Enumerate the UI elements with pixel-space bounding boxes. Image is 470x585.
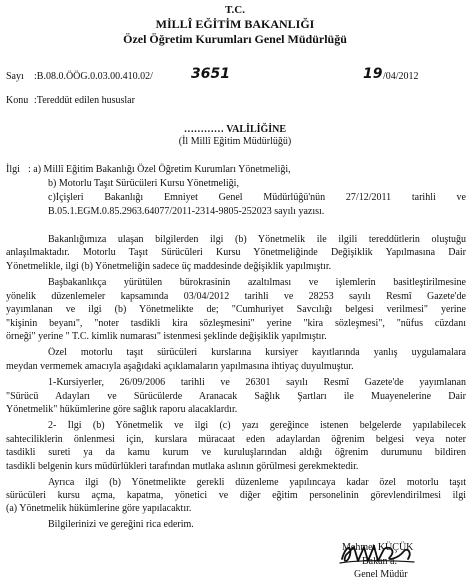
ilgi-label: İlgi: [6, 164, 20, 175]
body-line: (a) Yönetmelik hükümlerine göre yapılacaktır.: [6, 503, 192, 514]
konu-value: :Tereddüt edilen hususlar: [34, 95, 135, 106]
sayi-value: :B.08.0.ÖÖG.0.03.00.410.02/: [34, 71, 153, 82]
body-line: "Sürücü Adayları ve Sürücülerde Aranacak Sağlık Şartları ile Muayenelerine Dair: [6, 391, 466, 402]
sayi-handwritten-number: 3651: [191, 66, 230, 82]
signer-name: Mehmet KÜÇÜK: [342, 542, 414, 553]
body-line: Yönetmelikle, ilgi (b) Yönetmeliğin sadece üç maddesinde değişiklik yapılmıştır.: [6, 261, 332, 272]
sayi-label: Sayı: [6, 71, 24, 82]
body-line: yönelik düzenlemeler kapsamında 03/04/2012 tarihli ve 28253 sayılı Resmî Gazete'de: [6, 291, 466, 302]
header-directorate: Özel Öğretim Kurumları Genel Müdürlüğü: [123, 32, 347, 46]
body-line: Başbakanlıkça yürütülen bürokrasinin azaltılması ve işlemlerin basitleştirilmesine: [48, 277, 466, 288]
body-line: anlaşılmaktadır. Motorlu Taşıt Sürücüleri Kursu Yönetmeliğinde Değişiklik Yapılmasına Dair: [6, 247, 466, 258]
body-line: meydan vermemek amacıyla aşağıdaki açıklamaların yapılmasına ihtiyaç duyulmuştur.: [6, 361, 354, 372]
ilgi-item: : a) Millî Eğitim Bakanlığı Özel Öğretim Kurumları Yönetmeliği,: [28, 164, 291, 175]
body-line: sahteciliklerin önlenmesi için, kurslara müracaat eden adaylardan öğrenim belgesi veya noter: [6, 434, 466, 445]
ilgi-item: B.05.1.EGM.0.85.2963.64077/2011-2314-9805-252023 sayılı yazısı.: [48, 206, 325, 217]
body-line: yayımlanan ve ilgi (b) Yönetmelikte de; "Cumhuriyet Savcılığı belgesi verilmesi" yerine: [6, 304, 466, 315]
body-line: Özel motorlu taşıt sürücüleri kurslarına kursiyer kayıtlarında yanlış uygulamalara: [48, 347, 466, 358]
body-line: 2- İlgi (b) Yönetmelik ve ilgi (c) yazı gereğince istenen belgelerde yapılabilecek: [48, 420, 466, 431]
body-line: Yönetmelik" hükümlerine göre sağlık raporu alacaklardır.: [6, 404, 238, 415]
signer-title-line1: Bakan a.: [362, 556, 397, 567]
signer-title-line2: Genel Müdür: [354, 569, 408, 580]
date-rest: /04/2012: [383, 71, 419, 82]
body-line: "kişinin beyanı", "noter tasdikli kira sözleşmesini" yerine "kira sözleşmesi", "nüfus cüzdanı: [6, 318, 466, 329]
body-line: sürücüleri kursu açma, kapatma, yönetici ve diğer eğitim personelinin görevlendirilmesi ilgi: [6, 490, 466, 501]
date-handwritten-day: 19: [363, 66, 383, 82]
body-line: Bakanlığımıza ulaşan bilgilerden ilgi (b) Yönetmelik ile ilgili tereddütlerin oluştuğu: [48, 234, 466, 245]
addressee-line2: (İl Millî Eğitim Müdürlüğü): [178, 136, 292, 147]
ilgi-item: b) Motorlu Taşıt Sürücüleri Kursu Yönetmeliği,: [48, 178, 239, 189]
header-tc: T.C.: [225, 4, 245, 16]
ilgi-item: c)İçişleri Bakanlığı Emniyet Genel Müdürlüğü'nün 27/12/2011 tarihli ve: [48, 192, 466, 203]
body-line: Ayrıca ilgi (b) Yönetmelikte gerekli düzenleme yapılıncaya kadar özel motorlu taşıt: [48, 477, 466, 488]
body-line: tasdikli belgenin kurs müdürlükleri tarafından mutlaka aslının görülmesi gerekmektedir.: [6, 461, 359, 472]
body-line: 1-Kursiyerler, 26/09/2006 tarihli ve 26301 sayılı Resmî Gazete'de yayımlanan: [48, 377, 466, 388]
konu-label: Konu: [6, 95, 29, 106]
body-line: örneği" yerine " T.C. kimlik numarası" istenmesi şeklinde değişiklik yapılmıştır.: [6, 331, 327, 342]
header-ministry: MİLLÎ EĞİTİM BAKANLIĞI: [155, 17, 315, 31]
addressee-line1: ………… VALİLİĞİNE: [183, 124, 287, 135]
closing-line: Bilgilerinizi ve gereğini rica ederim.: [48, 519, 194, 530]
body-line: tasdikli sureti ya da kamu kurum ve kuruluşlarından aldığı öğrenim durumunu bildiren: [6, 447, 466, 458]
